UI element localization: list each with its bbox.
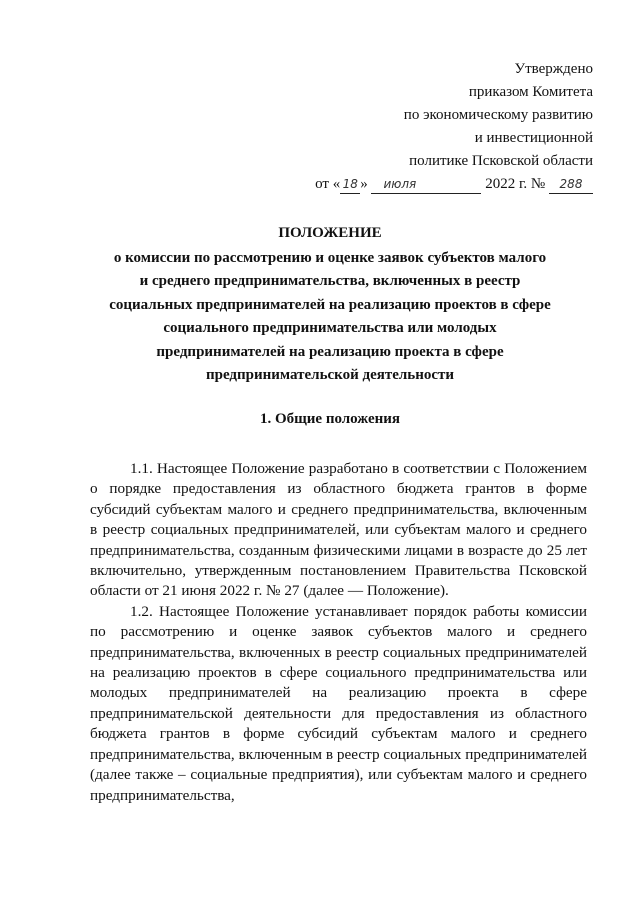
date-prefix: от «	[315, 176, 341, 192]
date-year: 2022 г. №	[485, 176, 546, 192]
approval-line-5: политике Псковской области	[409, 153, 593, 169]
title-main: ПОЛОЖЕНИЕ	[278, 225, 382, 241]
document-body	[90, 459, 587, 806]
approval-stamp	[315, 58, 593, 196]
title-line-2: и среднего предпринимательства, включенных в реестр	[139, 273, 521, 289]
title-line-5: предпринимателей на реализацию проекта в сфере	[156, 343, 504, 360]
approval-line-2: приказом Комитета	[468, 84, 593, 100]
date-close-quote: »	[360, 176, 368, 192]
title-line-6: предпринимательской деятельности	[205, 367, 455, 383]
order-number: 288	[549, 176, 593, 194]
title-line-3: социальных предпринимателей на реализацию проектов в сфере	[109, 296, 551, 313]
approval-date-line	[315, 173, 593, 196]
date-month: июля	[371, 176, 481, 194]
approval-line-3: по экономическому развитию	[403, 107, 593, 123]
date-day: 18	[340, 176, 360, 194]
title-line-1: о комиссии по рассмотрению и оценке заявок субъектов малого	[113, 249, 547, 266]
title-line-4: социального предпринимательства или молодых	[163, 320, 497, 336]
approval-line-4: и инвестиционной	[474, 130, 593, 146]
section-heading: 1. Общие положения	[259, 411, 401, 427]
paragraph-1-2: 1.2. Настоящее Положение устанавливает порядок работы комиссии по рассмотрению и оценке заявок субъектов малого и среднего предпринимательства, включенных в реестр социальных предпринимателей на реализацию проектов в сфере социального предпринимательства или молодых предпринимателей на реализацию проекта в сфере предпринимательской деятельности для предоставления из областного бюджета грантов в форме субсидий субъектам малого и среднего предпринимательства, включенным в реестр социальных предпринимателей (далее также – социальные предприятия), или субъектам малого и среднего предпринимательства,	[90, 602, 587, 804]
approval-line-1: Утверждено	[514, 61, 593, 77]
paragraph-1-1: 1.1. Настоящее Положение разработано в соответствии с Положением о порядке предоставления из областного бюджета грантов в форме субсидий субъектам малого и среднего предпринимательства, включенным в реестр социальных предпринимателей, или субъектам малого и среднего предпринимательства, созданным физическими лицами в возрасте до 25 лет включительно, утвержденным постановлением Правительства Псковской области от 21 июня 2022 г. № 27 (далее — Положение).	[90, 460, 587, 600]
document-title	[60, 222, 600, 388]
